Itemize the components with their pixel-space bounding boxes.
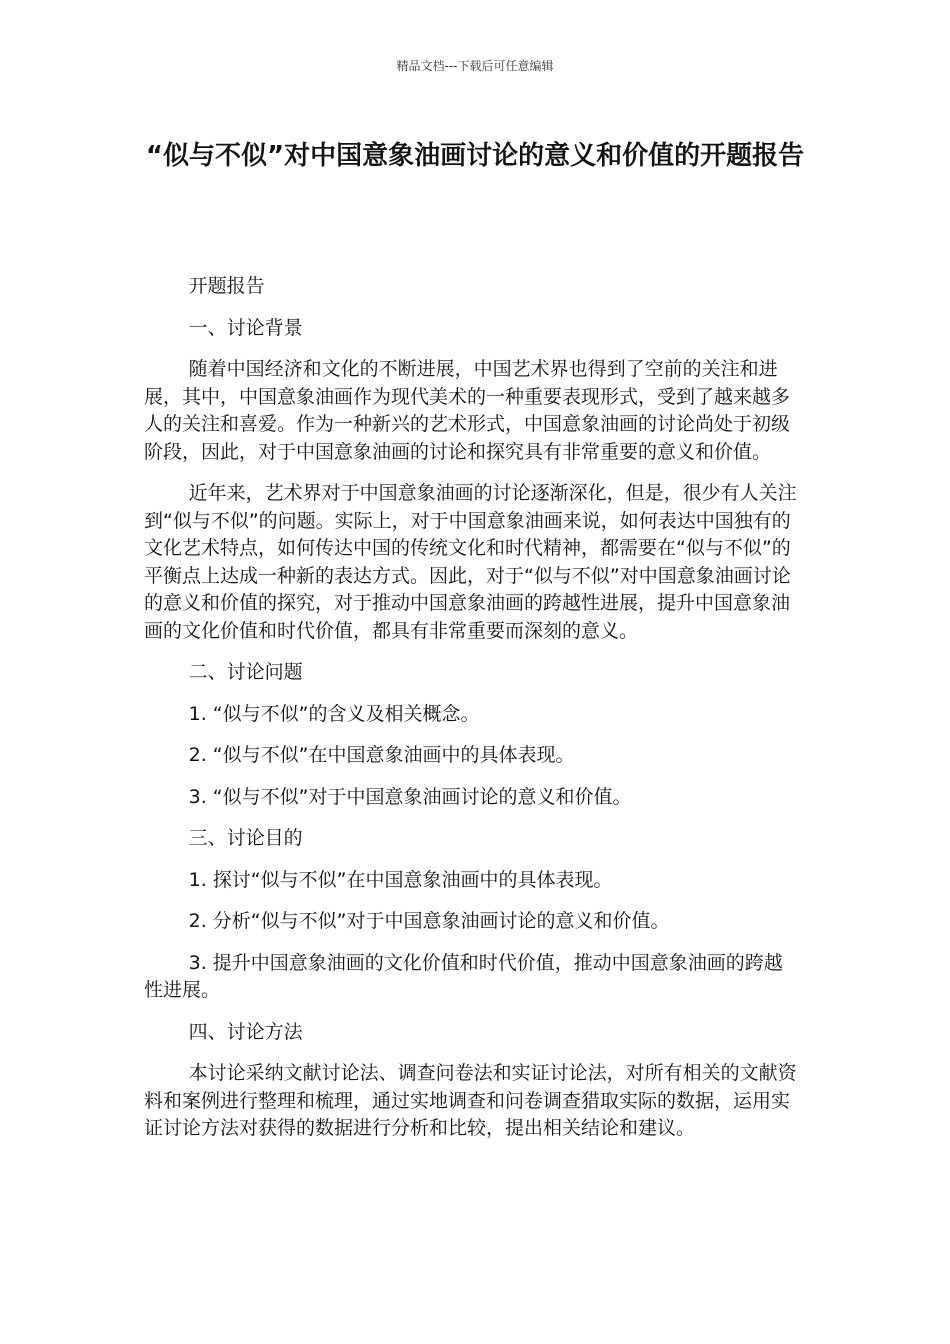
background-paragraph-1: 随着中国经济和文化的不断进展，中国艺术界也得到了空前的关注和进展，其中，中国意象油画作为现代美术的一种重要表现形式，受到了越来越多人的关注和喜爱。作为一种新兴的艺术形式，中国意象油画的讨论尚处于初级阶段，因此，对于中国意象油画的讨论和探究具有非常重要的意义和价值。: [144, 358, 791, 463]
section-heading-background: 一、讨论背景: [188, 316, 303, 339]
section-heading-purpose: 三、讨论目的: [188, 827, 303, 849]
section-label-report: 开题报告: [188, 275, 265, 297]
background-paragraph-2: 近年来，艺术界对于中国意象油画的讨论逐渐深化，但是，很少有人关注到“似与不似”的问题。实际上，对于中国意象油画来说，如何表达中国独有的文化艺术特点，如何传达中国的传统文化和时代精神，都需要在“似与不似”的平衡点上达成一种新的表达方式。因此，对于“似与不似”对中国意象油画讨论的意义和价值的探究，对于推动中国意象油画的跨越性进展，提升中国意象油画的文化价值和时代价值，都具有非常重要而深刻的意义。: [144, 482, 797, 642]
document-body: [144, 273, 799, 1157]
question-item-1: 1. “似与不似”的含义及相关概念。: [188, 702, 480, 725]
page-header-note: 精品文档---下载后可任意编辑: [396, 59, 554, 73]
question-item-2: 2. “似与不似”在中国意象油画中的具体表现。: [188, 744, 575, 766]
question-item-3: 3. “似与不似”对于中国意象油画讨论的意义和价值。: [188, 785, 632, 808]
purpose-item-2: 2. 分析“似与不似”对于中国意象油画讨论的意义和价值。: [188, 910, 670, 932]
purpose-item-1: 1. 探讨“似与不似”在中国意象油画中的具体表现。: [188, 868, 613, 891]
document-title: “似与不似”对中国意象油画讨论的意义和价值的开题报告: [145, 141, 805, 171]
section-heading-questions: 二、讨论问题: [188, 661, 303, 683]
section-heading-method: 四、讨论方法: [188, 1020, 303, 1043]
method-paragraph: 本讨论采纳文献讨论法、调查问卷法和实证讨论法，对所有相关的文献资料和案例进行整理和梳理，通过实地调查和问卷调查猎取实际的数据，运用实证讨论方法对获得的数据进行分析和比较，提出相关结论和建议。: [144, 1062, 797, 1139]
purpose-item-3: 3. 提升中国意象油画的文化价值和时代价值，推动中国意象油画的跨越性进展。: [144, 951, 783, 1001]
